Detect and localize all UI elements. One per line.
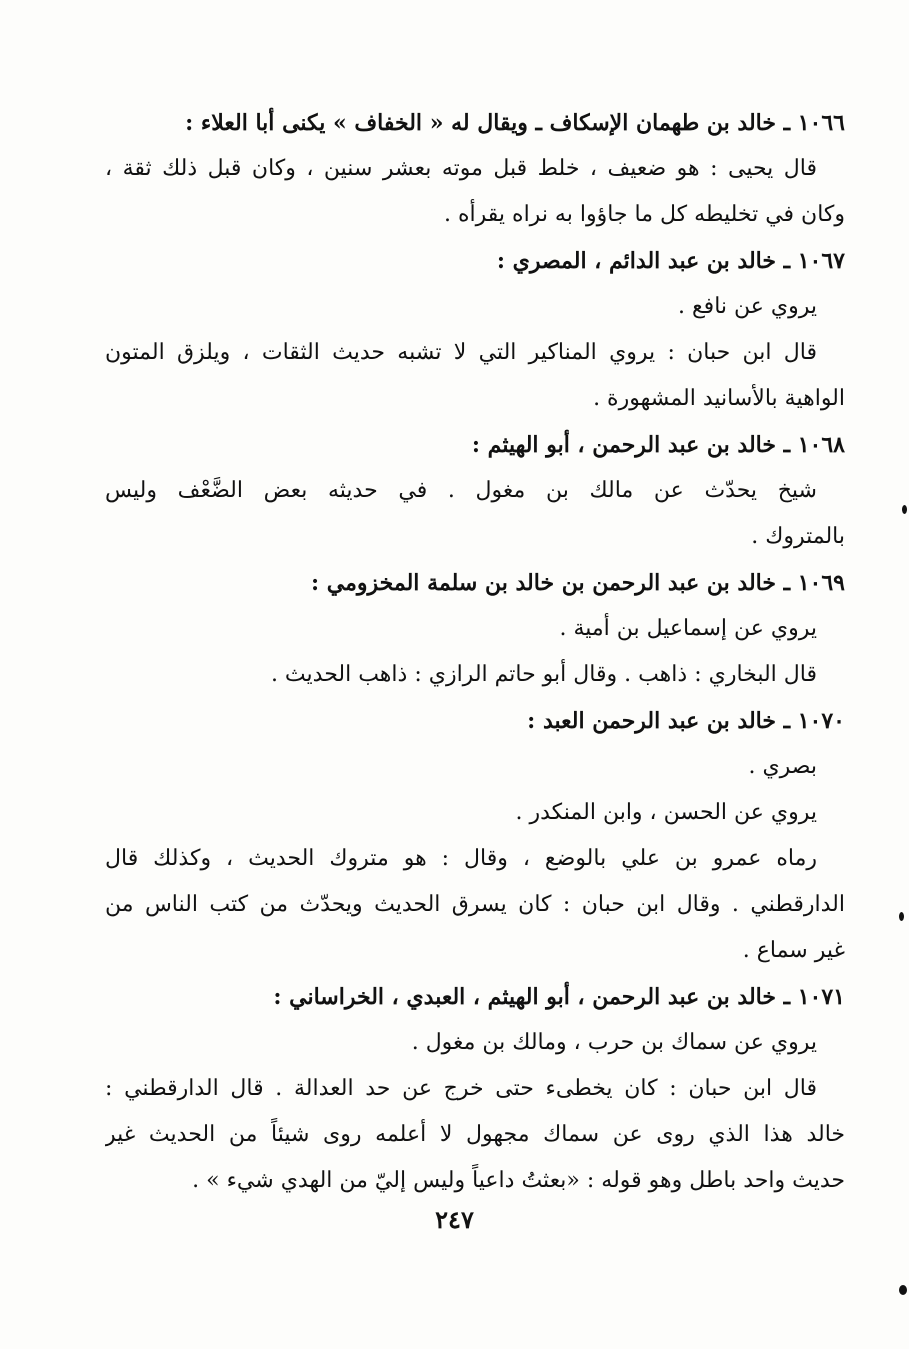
entry-text: يروي عن سماك بن حرب ، ومالك بن مغول . (411, 1030, 817, 1055)
entry-text: غير سماع . (742, 938, 845, 963)
scan-speck (902, 505, 907, 514)
entry-heading-1071: ١٠٧١ ـ خالد بن عبد الرحمن ، أبو الهيثم ، العبدي ، الخراساني : (273, 984, 845, 1010)
entry-text: قال يحيى : هو ضعيف ، خلط قبل موته بعشر سنين ، وكان قبل ذلك ثقة ، (105, 156, 817, 181)
entry-heading-1067: ١٠٦٧ ـ خالد بن عبد الدائم ، المصري : (496, 248, 845, 274)
entry-text: رماه عمرو بن علي بالوضع ، وقال : هو متروك الحديث ، وكذلك قال (105, 846, 817, 871)
entry-heading-1068: ١٠٦٨ ـ خالد بن عبد الرحمن ، أبو الهيثم : (471, 432, 845, 458)
entry-text: شيخ يحدّث عن مالك بن مغول . في حديثه بعض الضَّعْف وليس (105, 478, 817, 503)
entry-text: قال البخاري : ذاهب . وقال أبو حاتم الرازي : ذاهب الحديث . (270, 662, 817, 687)
entry-heading-1070: ١٠٧٠ ـ خالد بن عبد الرحمن العبد : (527, 708, 845, 734)
entry-text: الواهية بالأسانيد المشهورة . (593, 386, 845, 411)
entry-text: حديث واحد باطل وهو قوله : «بعثتُ داعياً وليس إليّ من الهدي شيء » . (192, 1168, 845, 1193)
page-number: ٢٤٧ (435, 1205, 474, 1234)
entry-text: قال ابن حبان : يروي المناكير التي لا تشبه حديث الثقات ، ويلزق المتون (105, 340, 817, 365)
page-body (105, 100, 845, 1204)
entry-text: قال ابن حبان : كان يخطىء حتى خرج عن حد العدالة . قال الدارقطني : (105, 1076, 817, 1101)
entry-heading-1069: ١٠٦٩ ـ خالد بن عبد الرحمن بن خالد بن سلمة المخزومي : (311, 570, 845, 596)
entry-text: يروي عن نافع . (677, 294, 817, 319)
entry-text: بصري . (748, 754, 817, 779)
entry-text: بالمتروك . (751, 524, 845, 549)
scan-speck (899, 1285, 907, 1295)
entry-text: يروي عن الحسن ، وابن المنكدر . (515, 800, 817, 825)
entry-text: خالد هذا الذي روى عن سماك مجهول لا أعلمه روى شيئاً من الحديث غير (105, 1122, 845, 1147)
entry-heading-1066: ١٠٦٦ ـ خالد بن طهمان الإسكاف ـ ويقال له « الخفاف » يكنى أبا العلاء : (185, 110, 845, 136)
scan-speck (899, 912, 904, 921)
entry-text: يروي عن إسماعيل بن أمية . (559, 616, 817, 641)
entry-text: الدارقطني . وقال ابن حبان : كان يسرق الحديث ويحدّث من كتب الناس من (105, 892, 845, 917)
entry-text: وكان في تخليطه كل ما جاؤوا به نراه يقرأه . (444, 202, 845, 227)
